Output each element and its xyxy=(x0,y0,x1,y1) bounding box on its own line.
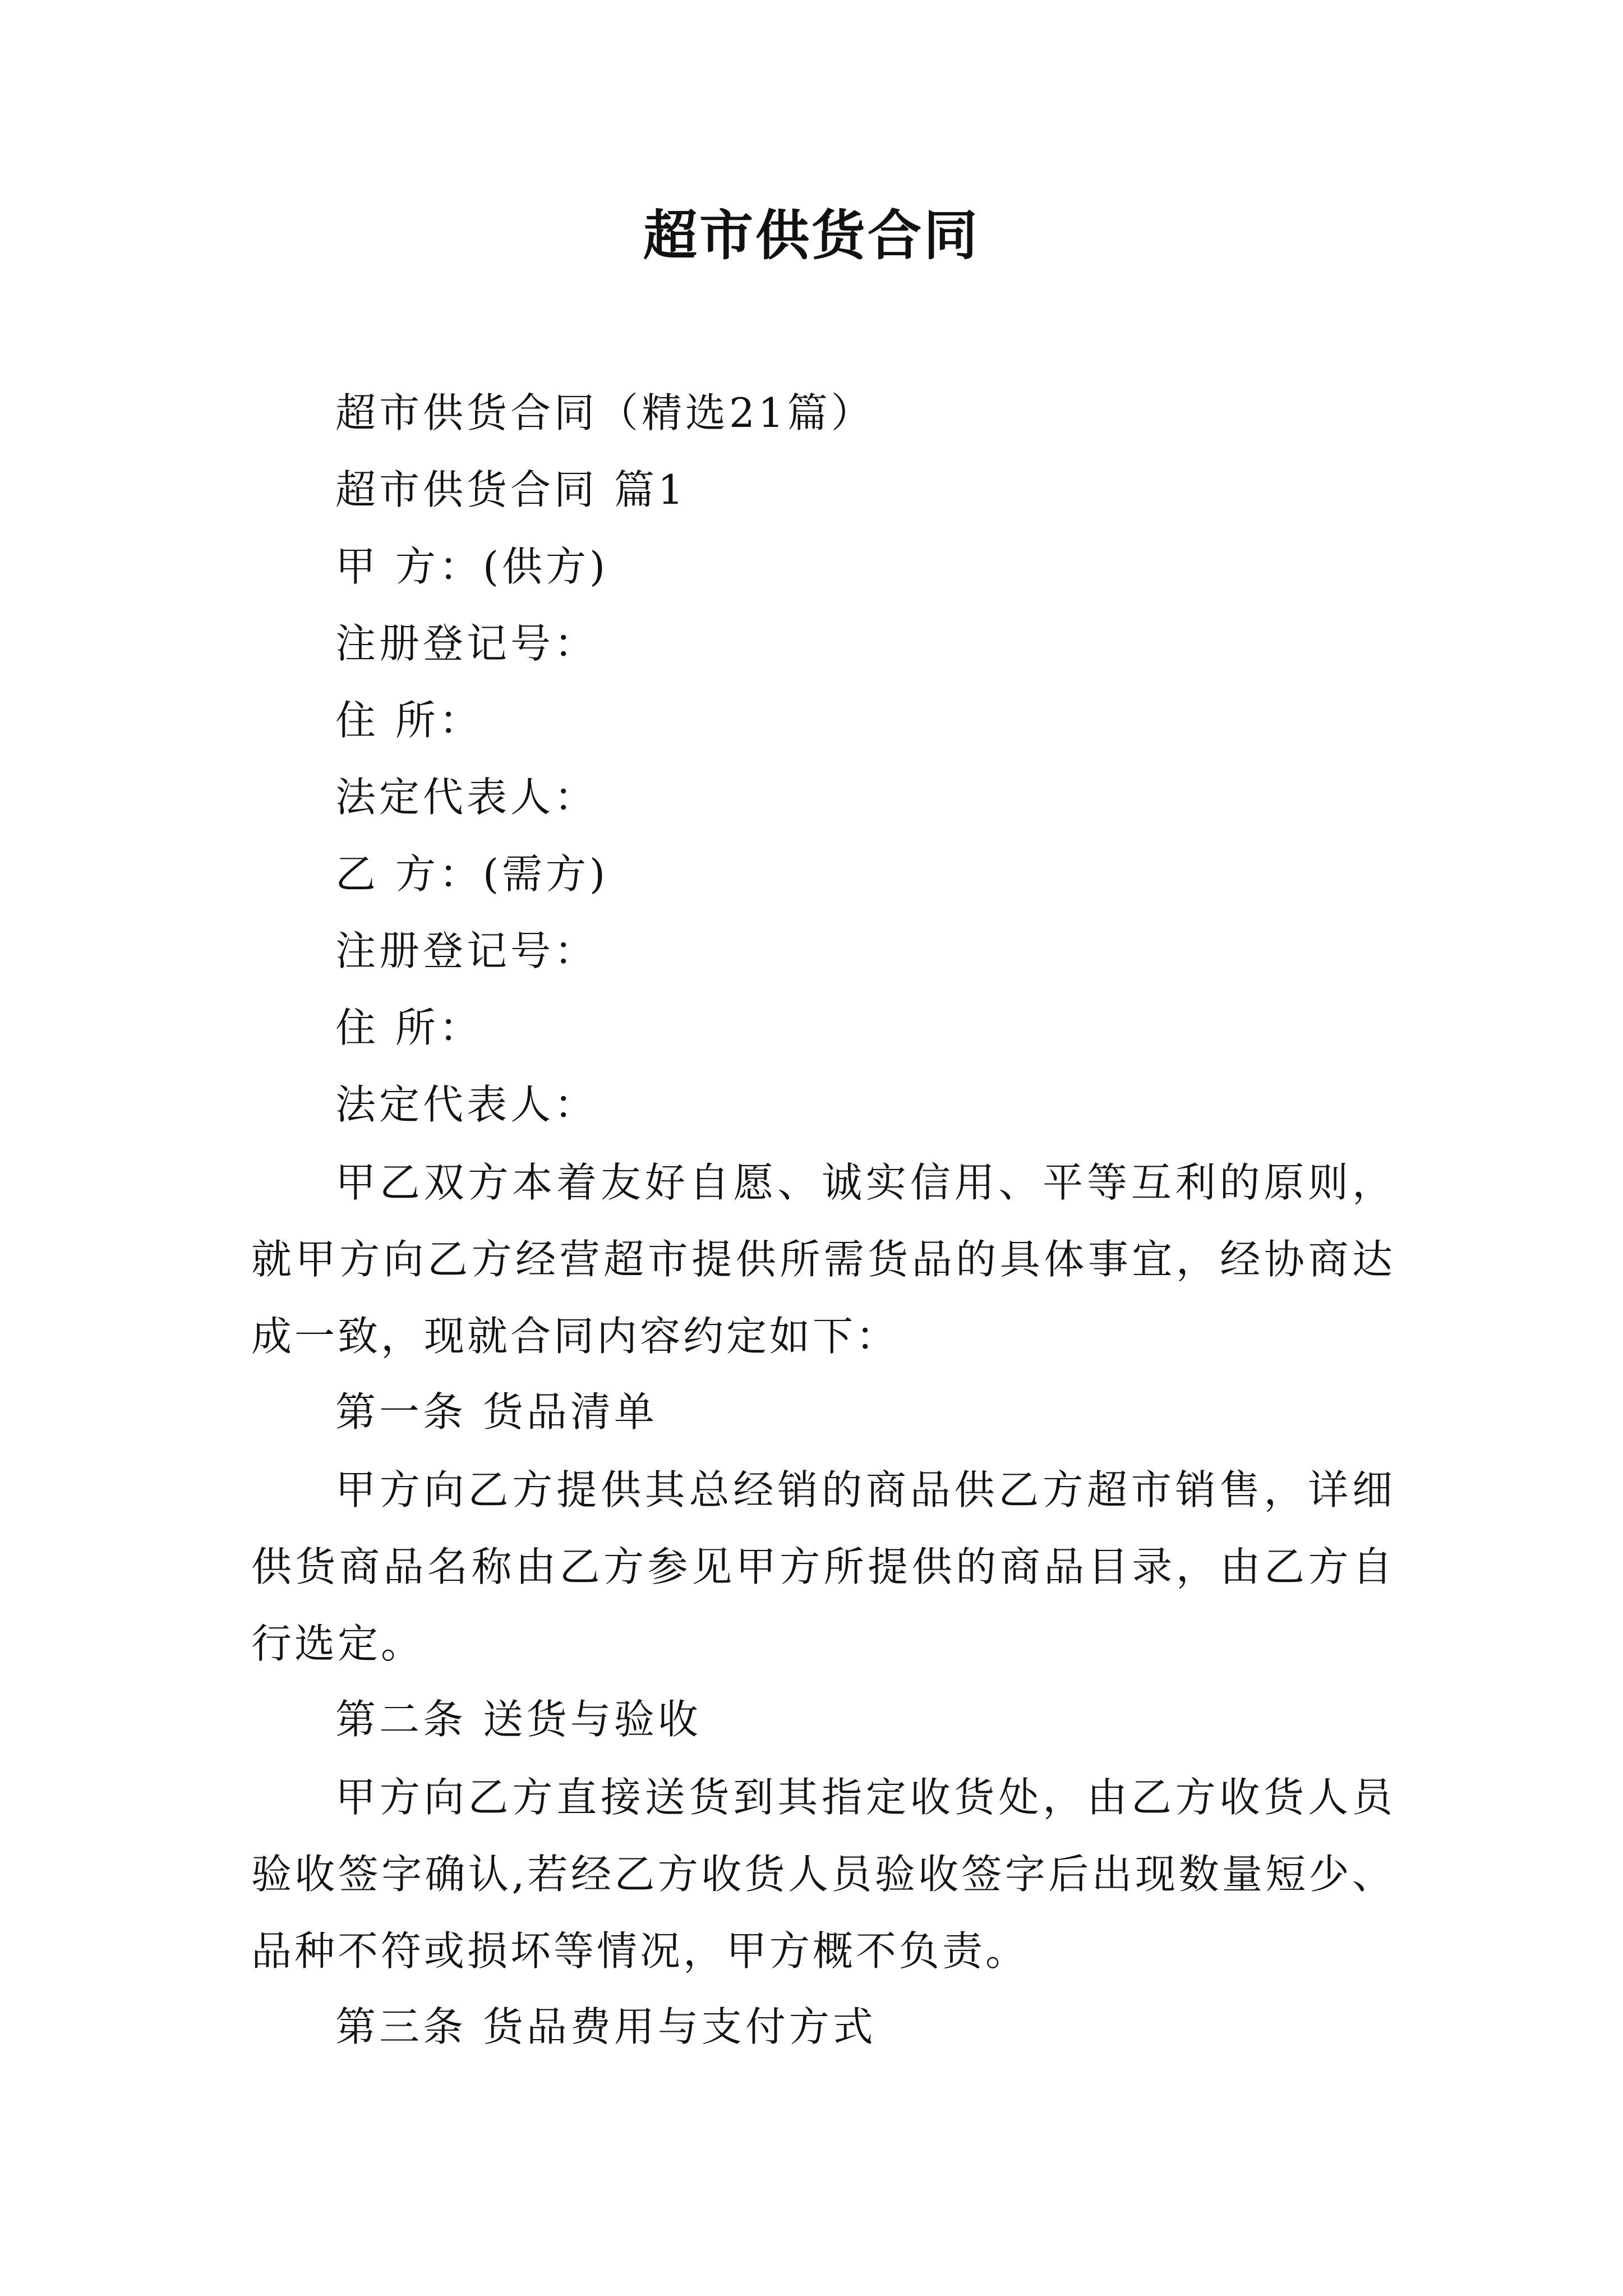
article-3-heading: 第三条 货品费用与支付方式 xyxy=(335,2003,877,2050)
article-2-heading: 第二条 送货与验收 xyxy=(335,1696,702,1743)
article-1-heading: 第一条 货品清单 xyxy=(335,1388,658,1435)
party-b-address: 住 所： xyxy=(335,1004,483,1051)
preamble-paragraph: 甲乙双方本着友好自愿、诚实信用、平等互利的原则，就甲方向乙方经营超市提供所需货品的具体事宜，经协商达成一致，现就合同内容约定如下： xyxy=(251,1159,1395,1360)
party-a-legal-rep: 法定代表人： xyxy=(335,774,598,821)
party-b-label: 乙 方：(需方) xyxy=(335,850,609,898)
article-1-body: 甲方向乙方提供其总经销的商品供乙方超市销售，详细供货商品名称由乙方参见甲方所提供的商品目录，由乙方自行选定。 xyxy=(251,1466,1395,1667)
section-heading: 超市供货合同 篇1 xyxy=(335,466,687,513)
document-subtitle: 超市供货合同（精选21篇） xyxy=(335,389,875,436)
party-b-legal-rep: 法定代表人： xyxy=(335,1081,598,1128)
article-2-body: 甲方向乙方直接送货到其指定收货处，由乙方收货人员验收签字确认,若经乙方收货人员验收签字后出现数量短少、品种不符或损坏等情况，甲方概不负责。 xyxy=(251,1774,1395,1975)
party-a-address: 住 所： xyxy=(335,697,483,744)
party-a-label: 甲 方：(供方) xyxy=(335,543,609,590)
party-b-registration-no: 注册登记号： xyxy=(335,927,598,974)
party-a-registration-no: 注册登记号： xyxy=(335,620,598,667)
document-title: 超市供货合同 xyxy=(643,204,980,267)
